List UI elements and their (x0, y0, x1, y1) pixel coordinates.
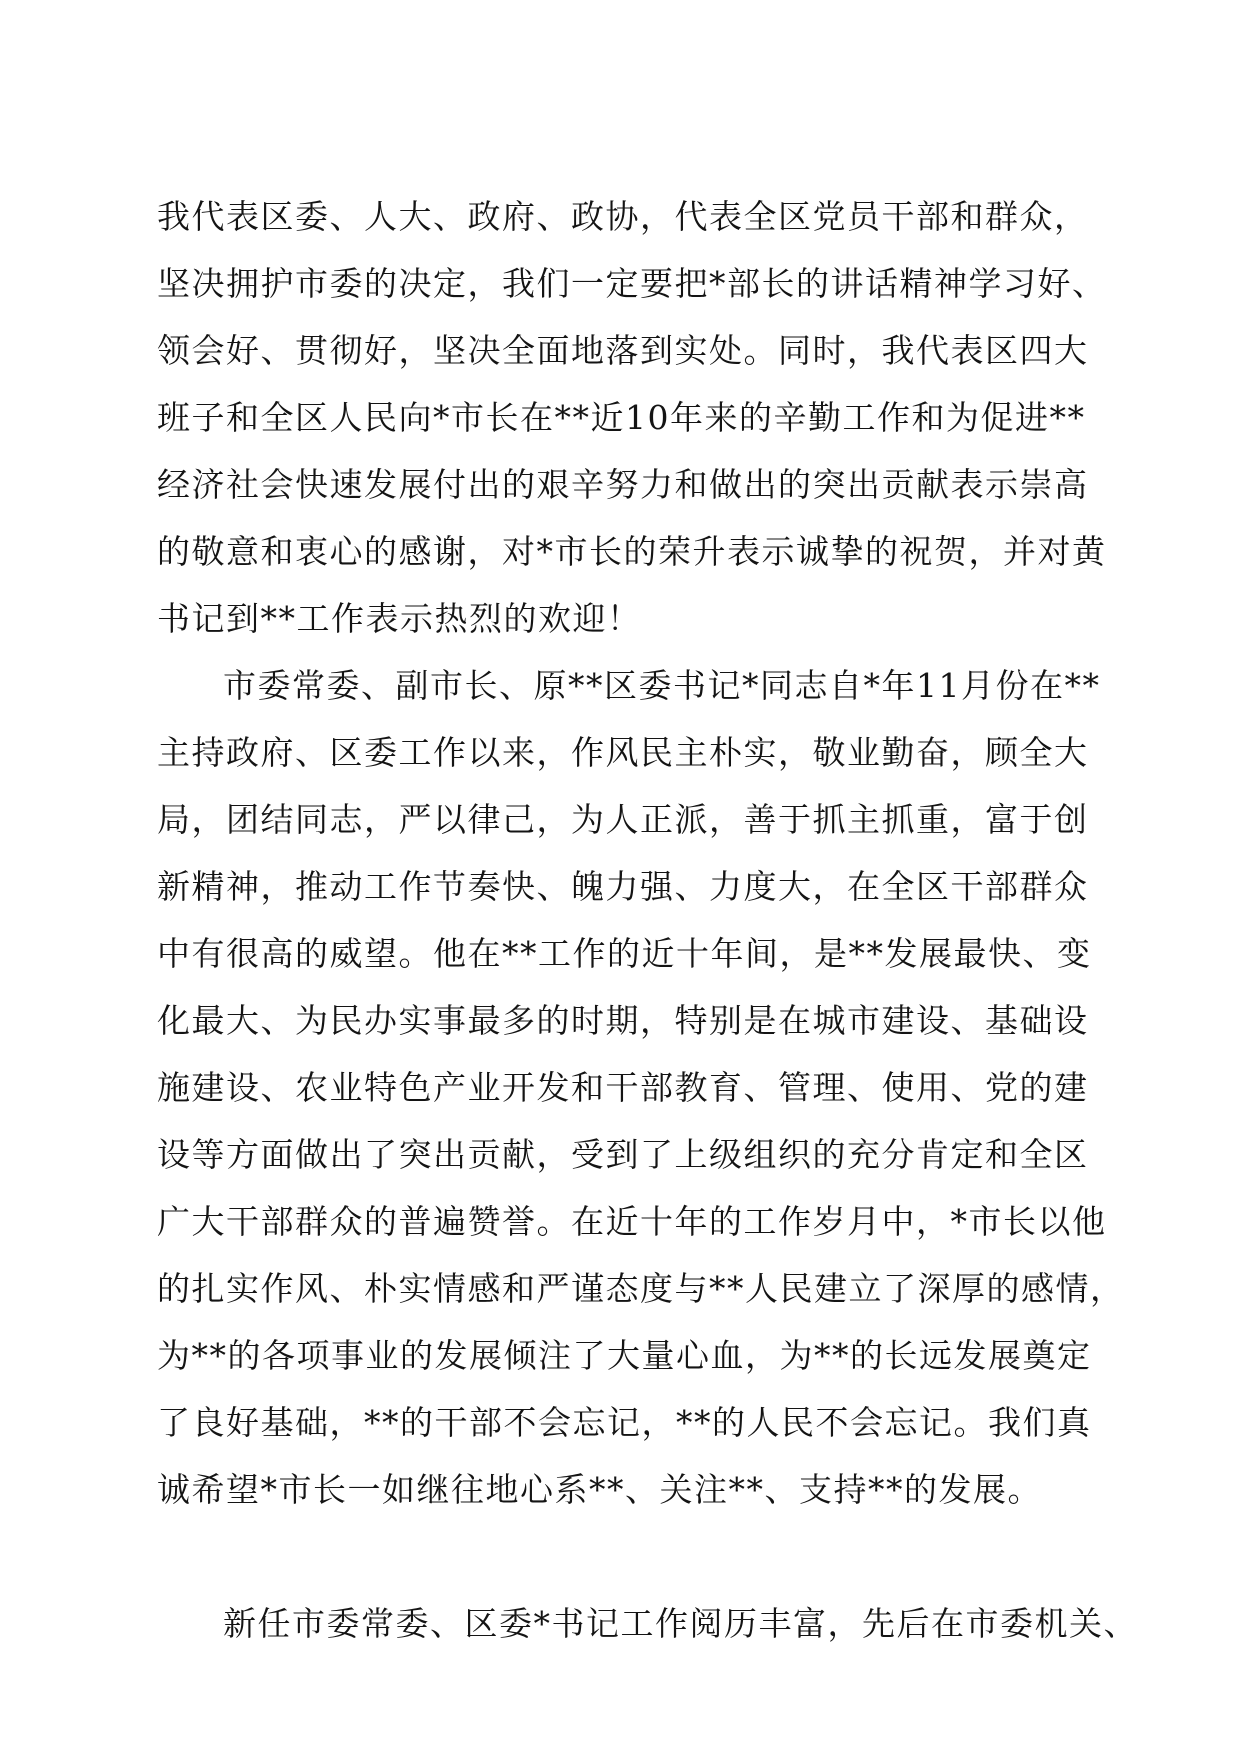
text-line: 市委常委、副市长、原**区委书记*同志自*年11月份在** (223, 666, 1101, 705)
text-line: 的敬意和衷心的感谢，对*市长的荣升表示诚挚的祝贺，并对黄 (157, 532, 1107, 571)
text-line: 诚希望*市长一如继往地心系**、关注**、支持**的发展。 (157, 1470, 1042, 1509)
text-line: 班子和全区人民向*市长在**近10年来的辛勤工作和为促进** (157, 398, 1086, 437)
text-line: 局，团结同志，严以律己，为人正派，善于抓主抓重，富于创 (157, 800, 1089, 839)
text-line (157, 1523, 1087, 1590)
text-line: 化最大、为民办实事最多的时期，特别是在城市建设、基础设 (157, 1001, 1089, 1040)
paragraph-1 (157, 183, 1107, 652)
text-line: 书记到**工作表示热烈的欢迎！ (157, 599, 642, 638)
document-body (157, 183, 1138, 1657)
text-line: 经济社会快速发展付出的艰辛努力和做出的突出贡献表示崇高 (157, 465, 1089, 504)
text-line: 为**的各项事业的发展倾注了大量心血，为**的长远发展奠定 (157, 1336, 1092, 1375)
text-line: 施建设、农业特色产业开发和干部教育、管理、使用、党的建 (157, 1068, 1089, 1107)
text-line: 中有很高的威望。他在**工作的近十年间，是**发展最快、变 (157, 934, 1092, 973)
text-line: 设等方面做出了突出贡献，受到了上级组织的充分肯定和全区 (157, 1135, 1089, 1174)
text-line: 领会好、贯彻好，坚决全面地落到实处。同时，我代表区四大 (157, 331, 1089, 370)
text-line: 了良好基础，**的干部不会忘记，**的人民不会忘记。我们真 (157, 1403, 1092, 1442)
text-line: 新精神，推动工作节奏快、魄力强、力度大，在全区干部群众 (157, 867, 1089, 906)
text-line: 坚决拥护市委的决定，我们一定要把*部长的讲话精神学习好、 (157, 264, 1107, 303)
paragraph-3 (157, 1590, 1138, 1657)
text-line: 的扎实作风、朴实情感和严谨态度与**人民建立了深厚的感情， (157, 1269, 1125, 1308)
text-line: 新任市委常委、区委*书记工作阅历丰富，先后在市委机关、 (223, 1604, 1138, 1643)
paragraph-2 (157, 652, 1125, 1590)
text-line: 我代表区委、人大、政府、政协，代表全区党员干部和群众， (157, 197, 1089, 236)
text-line: 主持政府、区委工作以来，作风民主朴实，敬业勤奋，顾全大 (157, 733, 1089, 772)
text-line: 广大干部群众的普遍赞誉。在近十年的工作岁月中，*市长以他 (157, 1202, 1107, 1241)
